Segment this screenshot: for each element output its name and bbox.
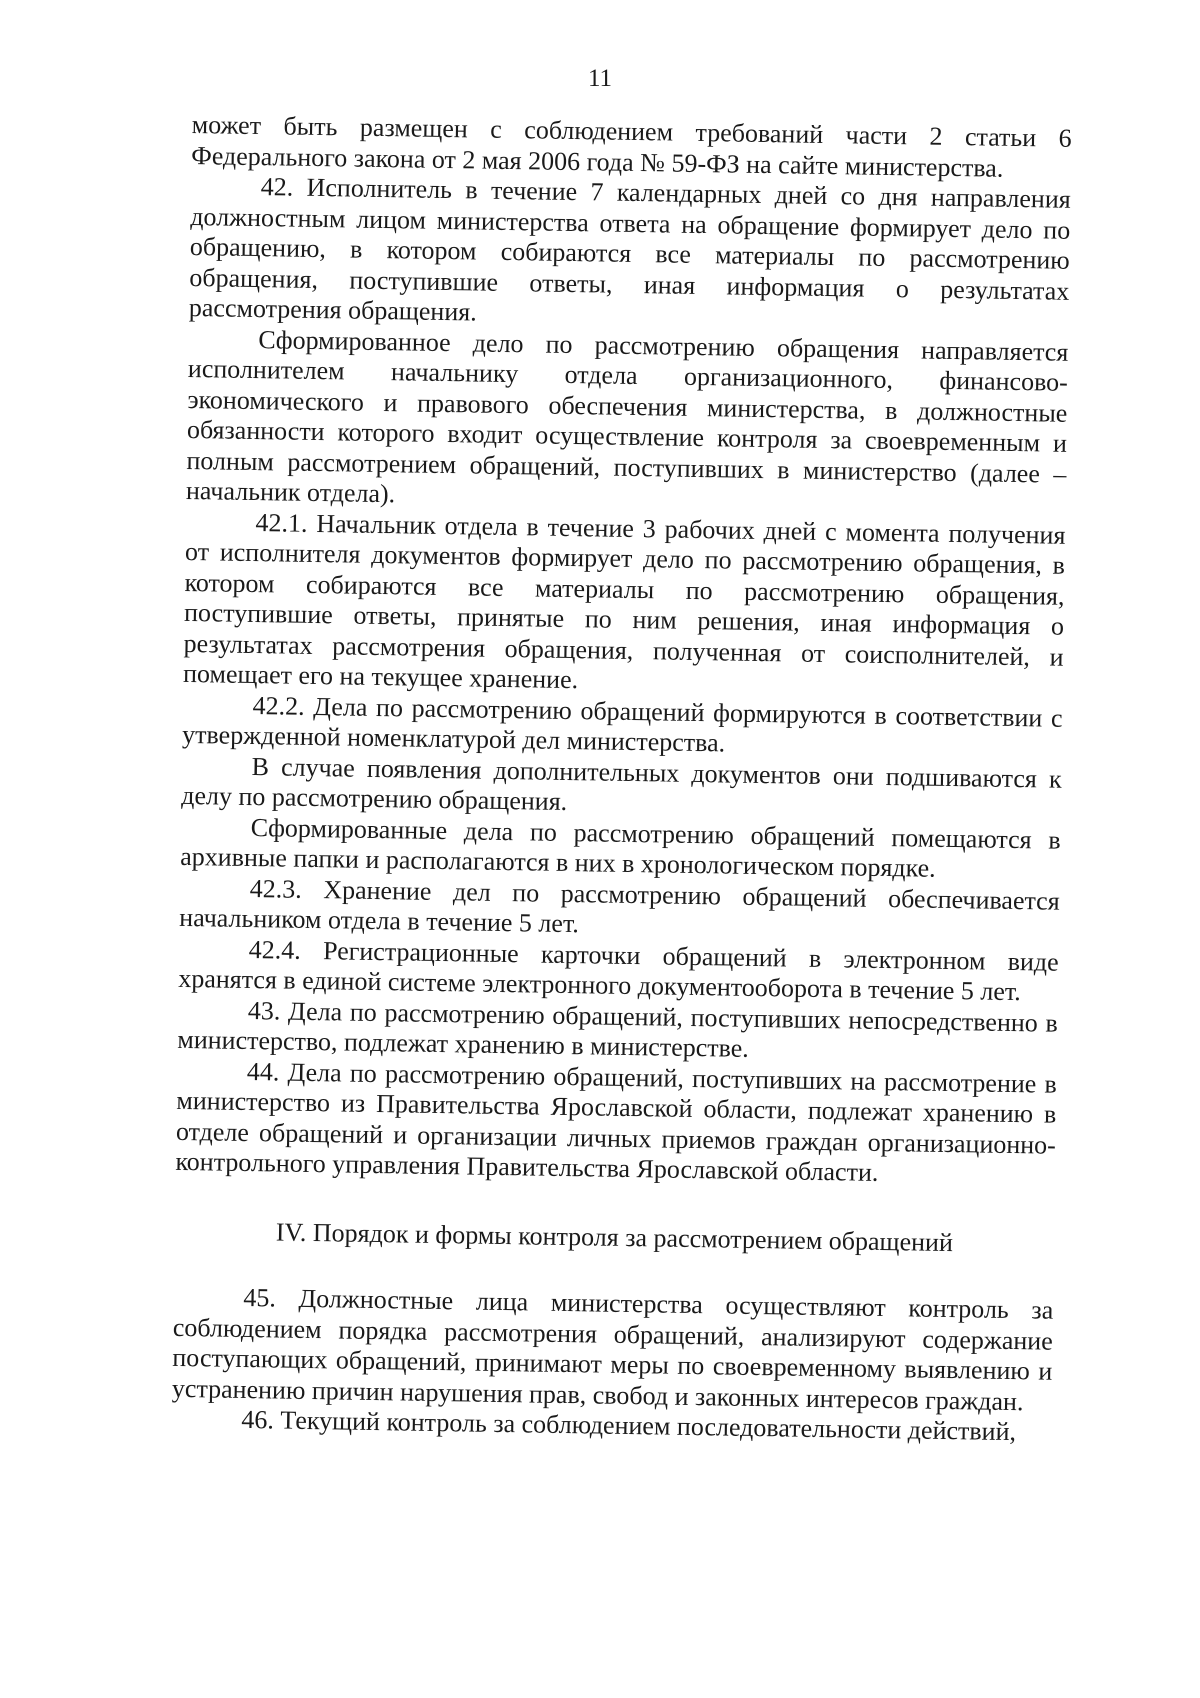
paragraph-formed-case: Сформированное дело по рассмотрению обращения направляется исполнителем начальнику отдела организационного, финансово-экономического и правового обеспечения министерства, в должностные обязанности которого входит осуществление контроля за своевременным и полным рассмотрением обращений, поступивших в министерство (далее – начальник отдела). xyxy=(185,324,1069,509)
paragraph-44: 44. Дела по рассмотрению обращений, поступивших на рассмотрение в министерство из Правительства Ярославской области, подлежат хранению в отделе обращений и организации личных приемов граждан организационно-контрольного управления Правительства Ярославской области. xyxy=(175,1056,1058,1187)
paragraph-42: 42. Исполнитель в течение 7 календарных дней со дня направления должностным лицом министерства ответа на обращение формирует дело по обращению, в котором собираются все материалы по рассмотрению обращения, поступившие ответы, иная информация о результатах рассмотрения обращения. xyxy=(188,172,1071,327)
paragraph-45: 45. Должностные лица министерства осуществляют контроль за соблюдением порядка рассмотрения обращений, анализируют содержание поступающих обращений, принимают меры по своевременному выявлению и устранению причин нарушения прав, свобод и законных интересов граждан. xyxy=(171,1282,1054,1416)
paragraph-archive-folders: Сформированные дела по рассмотрению обращений помещаются в архивные папки и располагаются в них в хронологическом порядке. xyxy=(180,812,1061,883)
paragraph-additional-documents: В случае появления дополнительных документов они подшиваются к делу по рассмотрению обращения. xyxy=(181,751,1062,816)
document-body xyxy=(171,110,1072,1448)
paragraph-42-2: 42.2. Дела по рассмотрению обращений формируются в соответствии с утвержденной номенклатурой дел министерства. xyxy=(181,690,1063,758)
paragraph-46: 46. Текущий контроль за соблюдением последовательности действий, xyxy=(241,1404,1017,1447)
paragraph-42-3: 42.3. Хранение дел по рассмотрению обращений обеспечивается начальником отдела в течение 5 лет. xyxy=(179,873,1060,939)
paragraph-42-4: 42.4. Регистрационные карточки обращений в электронном виде хранятся в единой системе электронного документооборота в течение 5 лет. xyxy=(178,934,1059,1007)
page-number: 11 xyxy=(587,65,613,92)
paragraph-continuation: может быть размещен с соблюдением требований части 2 статьи 6 Федерального закона от 2 мая 2006 года № 59-ФЗ на сайте министерства. xyxy=(191,110,1072,183)
paragraph-42-1: 42.1. Начальник отдела в течение 3 рабочих дней с момента получения от исполнителя документов формирует дело по рассмотрению обращения, в котором собираются все материалы по рассмотрению обращения, поступившие ответы, принятые по ним решения, иная информация о результатах рассмотрения обращения, полученная от соисполнителей, и помещает его на текущее хранение. xyxy=(182,507,1066,695)
section-heading: IV. Порядок и формы контроля за рассмотрением обращений xyxy=(275,1216,954,1257)
paragraph-43: 43. Дела по рассмотрению обращений, поступивших непосредственно в министерство, подлежат хранению в министерстве. xyxy=(177,995,1058,1063)
